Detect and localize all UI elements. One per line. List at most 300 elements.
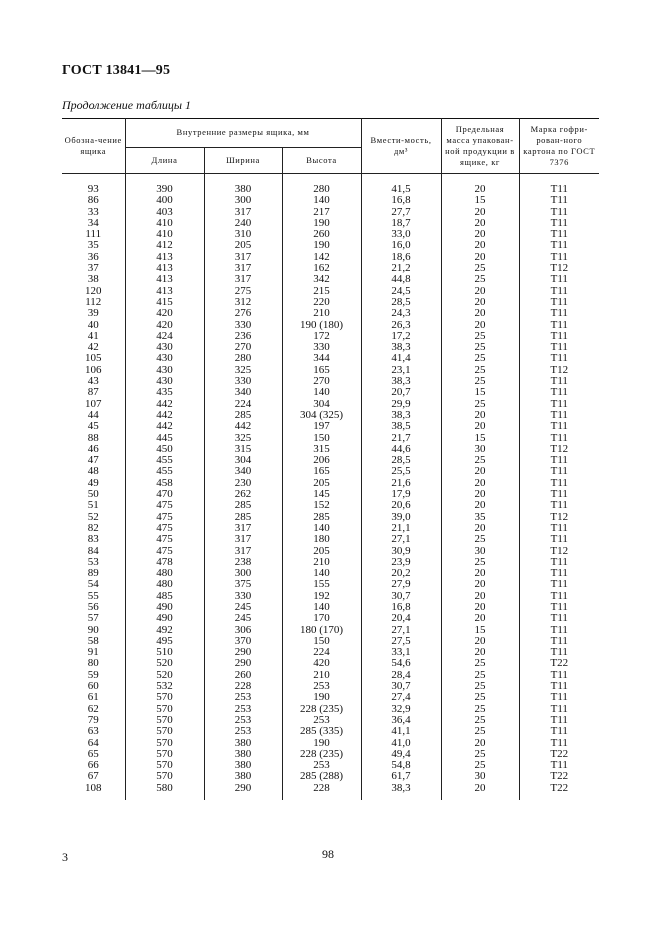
cell-board-grade: Т11 (519, 252, 599, 263)
cell-max-mass: 20 (441, 320, 519, 331)
cell-length: 403 (125, 207, 204, 218)
cell-width: 304 (204, 455, 282, 466)
cell-capacity: 32,9 (361, 704, 441, 715)
cell-capacity: 54,6 (361, 658, 441, 669)
cell-length: 435 (125, 387, 204, 398)
table-row (62, 229, 599, 240)
cell-max-mass: 20 (441, 207, 519, 218)
cell-length: 420 (125, 320, 204, 331)
cell-board-grade: Т11 (519, 681, 599, 692)
cell-capacity: 28,5 (361, 297, 441, 308)
cell-designation: 49 (87, 476, 99, 489)
cell-board-grade: Т11 (519, 602, 599, 613)
cell-width: 285 (204, 512, 282, 523)
cell-max-mass: 20 (441, 647, 519, 658)
table-row (62, 534, 599, 545)
cell-designation: 35 (87, 239, 99, 252)
cell-height: 162 (282, 263, 361, 274)
cell-height: 140 (282, 523, 361, 534)
cell-capacity: 41,5 (361, 184, 441, 195)
header-board-grade: Марка гофри-рован-ного картона по ГОСТ 7376 (519, 118, 599, 174)
cell-max-mass: 25 (441, 399, 519, 410)
table-body (62, 174, 599, 801)
cell-width: 253 (204, 704, 282, 715)
cell-max-mass: 20 (441, 297, 519, 308)
cell-max-mass: 25 (441, 263, 519, 274)
cell-capacity: 23,1 (361, 365, 441, 376)
cell-board-grade: Т22 (519, 658, 599, 669)
cell-height: 140 (282, 387, 361, 398)
cell-height: 253 (282, 681, 361, 692)
cell-designation: 86 (87, 194, 99, 207)
cell-max-mass: 30 (441, 546, 519, 557)
cell-max-mass: 20 (441, 591, 519, 602)
table-row (62, 353, 599, 364)
cell-height: 192 (282, 591, 361, 602)
cell-designation: 93 (87, 183, 99, 195)
cell-board-grade: Т11 (519, 500, 599, 511)
cell-length: 430 (125, 365, 204, 376)
cell-capacity: 33,0 (361, 229, 441, 240)
cell-board-grade: Т12 (519, 546, 599, 557)
cell-width: 275 (204, 286, 282, 297)
cell-width: 330 (204, 591, 282, 602)
header-length: Длина (125, 148, 204, 174)
table-row (62, 523, 599, 534)
cell-board-grade: Т11 (519, 342, 599, 353)
cell-length: 458 (125, 478, 204, 489)
cell-max-mass: 20 (441, 613, 519, 624)
cell-designation: 91 (87, 646, 99, 659)
cell-designation: 57 (87, 612, 99, 625)
cell-max-mass: 20 (441, 466, 519, 477)
cell-width: 306 (204, 625, 282, 636)
cell-max-mass: 30 (441, 444, 519, 455)
cell-max-mass: 20 (441, 489, 519, 500)
cell-board-grade: Т11 (519, 353, 599, 364)
cell-length: 430 (125, 353, 204, 364)
cell-designation: 107 (85, 397, 102, 410)
table-row (62, 252, 599, 263)
cell-width: 315 (204, 444, 282, 455)
cell-max-mass: 30 (441, 771, 519, 782)
cell-capacity: 49,4 (361, 749, 441, 760)
cell-capacity: 27,7 (361, 207, 441, 218)
table-row (62, 466, 599, 477)
cell-width: 224 (204, 399, 282, 410)
cell-max-mass: 25 (441, 704, 519, 715)
table-row (62, 297, 599, 308)
cell-length: 570 (125, 692, 204, 703)
cell-capacity: 33,1 (361, 647, 441, 658)
cell-max-mass: 25 (441, 760, 519, 771)
cell-max-mass: 25 (441, 376, 519, 387)
cell-board-grade: Т11 (519, 399, 599, 410)
cell-height: 315 (282, 444, 361, 455)
cell-designation: 55 (87, 589, 99, 602)
cell-designation: 46 (87, 442, 99, 455)
cell-max-mass: 15 (441, 387, 519, 398)
cell-height: 260 (282, 229, 361, 240)
cell-capacity: 39,0 (361, 512, 441, 523)
cell-designation: 59 (87, 668, 99, 681)
cell-width: 325 (204, 365, 282, 376)
cell-height: 190 (282, 218, 361, 229)
cell-capacity: 18,7 (361, 218, 441, 229)
cell-board-grade: Т11 (519, 331, 599, 342)
cell-designation: 120 (85, 284, 102, 297)
cell-height: 285 (282, 512, 361, 523)
cell-height: 224 (282, 647, 361, 658)
cell-board-grade: Т11 (519, 297, 599, 308)
table-row (62, 489, 599, 500)
cell-capacity: 38,3 (361, 783, 441, 794)
cell-width: 245 (204, 613, 282, 624)
cell-max-mass: 20 (441, 602, 519, 613)
cell-length: 485 (125, 591, 204, 602)
cell-height: 253 (282, 715, 361, 726)
cell-max-mass: 20 (441, 308, 519, 319)
cell-length: 430 (125, 376, 204, 387)
cell-length: 390 (125, 184, 204, 195)
cell-length: 495 (125, 636, 204, 647)
cell-capacity: 38,5 (361, 421, 441, 432)
cell-length: 455 (125, 455, 204, 466)
cell-designation: 66 (87, 759, 99, 772)
cell-width: 290 (204, 783, 282, 794)
cell-board-grade: Т11 (519, 613, 599, 624)
cell-height: 155 (282, 579, 361, 590)
cell-width: 370 (204, 636, 282, 647)
cell-capacity: 27,1 (361, 625, 441, 636)
cell-length: 570 (125, 749, 204, 760)
table-row (62, 444, 599, 455)
cell-board-grade: Т11 (519, 421, 599, 432)
cell-capacity: 61,7 (361, 771, 441, 782)
cell-max-mass: 20 (441, 252, 519, 263)
cell-board-grade: Т11 (519, 195, 599, 206)
cell-height: 145 (282, 489, 361, 500)
cell-capacity: 29,9 (361, 399, 441, 410)
cell-width: 340 (204, 387, 282, 398)
cell-capacity: 27,5 (361, 636, 441, 647)
cell-width: 253 (204, 726, 282, 737)
table-row (62, 376, 599, 387)
cell-capacity: 41,4 (361, 353, 441, 364)
cell-max-mass: 15 (441, 625, 519, 636)
cell-length: 420 (125, 308, 204, 319)
table-row (62, 512, 599, 523)
cell-capacity: 28,4 (361, 670, 441, 681)
cell-max-mass: 20 (441, 184, 519, 195)
cell-board-grade: Т11 (519, 478, 599, 489)
cell-width: 317 (204, 207, 282, 218)
cell-designation: 87 (87, 386, 99, 399)
cell-capacity: 28,5 (361, 455, 441, 466)
cell-width: 340 (204, 466, 282, 477)
cell-capacity: 27,1 (361, 534, 441, 545)
cell-designation: 108 (85, 781, 102, 794)
table-row (62, 331, 599, 342)
cell-height: 165 (282, 365, 361, 376)
cell-designation: 80 (87, 657, 99, 670)
cell-width: 375 (204, 579, 282, 590)
cell-board-grade: Т11 (519, 376, 599, 387)
table-row (62, 647, 599, 658)
cell-designation: 112 (85, 295, 102, 308)
cell-capacity: 38,3 (361, 342, 441, 353)
cell-board-grade: Т11 (519, 591, 599, 602)
cell-board-grade: Т11 (519, 534, 599, 545)
cell-height: 180 (170) (282, 625, 361, 636)
cell-board-grade: Т12 (519, 263, 599, 274)
cell-length: 480 (125, 579, 204, 590)
document-title: ГОСТ 13841—95 (62, 63, 171, 78)
cell-capacity: 23,9 (361, 557, 441, 568)
cell-width: 285 (204, 410, 282, 421)
cell-max-mass: 20 (441, 229, 519, 240)
cell-length: 413 (125, 274, 204, 285)
cell-capacity: 20,2 (361, 568, 441, 579)
cell-height: 190 (282, 738, 361, 749)
cell-height: 217 (282, 207, 361, 218)
cell-length: 570 (125, 760, 204, 771)
cell-capacity: 24,5 (361, 286, 441, 297)
cell-height: 197 (282, 421, 361, 432)
cell-width: 253 (204, 715, 282, 726)
header-capacity: Вмести-мость, дм³ (361, 118, 441, 174)
cell-designation: 47 (87, 454, 99, 467)
cell-length: 475 (125, 512, 204, 523)
cell-height: 228 (282, 783, 361, 794)
cell-max-mass: 15 (441, 433, 519, 444)
cell-designation: 79 (87, 713, 99, 726)
cell-max-mass: 25 (441, 342, 519, 353)
cell-board-grade: Т11 (519, 670, 599, 681)
cell-length: 475 (125, 523, 204, 534)
cell-height: 228 (235) (282, 704, 361, 715)
table-row (62, 704, 599, 715)
cell-max-mass: 25 (441, 658, 519, 669)
cell-board-grade: Т12 (519, 444, 599, 455)
cell-length: 490 (125, 613, 204, 624)
page-number: 98 (322, 847, 334, 861)
table-row (62, 184, 599, 195)
cell-capacity: 26,3 (361, 320, 441, 331)
cell-capacity: 20,7 (361, 387, 441, 398)
cell-height: 180 (282, 534, 361, 545)
cell-max-mass: 20 (441, 738, 519, 749)
cell-capacity: 44,8 (361, 274, 441, 285)
table-caption: Продолжение таблицы 1 (62, 98, 192, 112)
cell-max-mass: 20 (441, 523, 519, 534)
table-row (62, 557, 599, 568)
table-row (62, 591, 599, 602)
table-row (62, 455, 599, 466)
cell-capacity: 54,8 (361, 760, 441, 771)
cell-max-mass: 25 (441, 749, 519, 760)
cell-board-grade: Т22 (519, 749, 599, 760)
cell-length: 520 (125, 670, 204, 681)
cell-max-mass: 20 (441, 579, 519, 590)
cell-height: 280 (282, 184, 361, 195)
cell-height: 190 (282, 240, 361, 251)
cell-max-mass: 20 (441, 410, 519, 421)
cell-board-grade: Т11 (519, 579, 599, 590)
cell-width: 300 (204, 195, 282, 206)
cell-length: 413 (125, 286, 204, 297)
cell-capacity: 30,9 (361, 546, 441, 557)
cell-capacity: 17,2 (361, 331, 441, 342)
table-row (62, 579, 599, 590)
cell-designation: 50 (87, 488, 99, 501)
cell-height: 210 (282, 670, 361, 681)
cell-width: 253 (204, 692, 282, 703)
cell-designation: 89 (87, 567, 99, 580)
cell-width: 380 (204, 738, 282, 749)
header-designation: Обозна-чение ящика (62, 118, 125, 174)
cell-length: 490 (125, 602, 204, 613)
table-row (62, 240, 599, 251)
cell-board-grade: Т11 (519, 320, 599, 331)
cell-designation: 111 (85, 228, 102, 241)
cell-capacity: 36,4 (361, 715, 441, 726)
cell-designation: 65 (87, 747, 99, 760)
cell-length: 570 (125, 715, 204, 726)
cell-designation: 40 (87, 318, 99, 331)
cell-max-mass: 25 (441, 715, 519, 726)
cell-height: 190 (282, 692, 361, 703)
cell-designation: 52 (87, 510, 99, 523)
cell-board-grade: Т11 (519, 760, 599, 771)
cell-board-grade: Т11 (519, 433, 599, 444)
cell-height: 206 (282, 455, 361, 466)
cell-board-grade: Т11 (519, 636, 599, 647)
cell-designation: 82 (87, 521, 99, 534)
cell-width: 317 (204, 523, 282, 534)
cell-capacity: 38,3 (361, 376, 441, 387)
table-row (62, 308, 599, 319)
table-row (62, 636, 599, 647)
cell-board-grade: Т11 (519, 647, 599, 658)
table-row (62, 500, 599, 511)
cell-length: 413 (125, 252, 204, 263)
cell-max-mass: 25 (441, 681, 519, 692)
cell-max-mass: 25 (441, 353, 519, 364)
cell-length: 520 (125, 658, 204, 669)
table-spacer-row (62, 174, 599, 185)
cell-width: 380 (204, 749, 282, 760)
cell-max-mass: 20 (441, 500, 519, 511)
cell-width: 238 (204, 557, 282, 568)
cell-capacity: 20,6 (361, 500, 441, 511)
cell-designation: 61 (87, 691, 99, 704)
cell-height: 210 (282, 308, 361, 319)
cell-height: 304 (282, 399, 361, 410)
table-row (62, 274, 599, 285)
cell-designation: 38 (87, 273, 99, 286)
cell-width: 270 (204, 342, 282, 353)
cell-designation: 60 (87, 680, 99, 693)
cell-width: 245 (204, 602, 282, 613)
cell-max-mass: 20 (441, 240, 519, 251)
table-row (62, 783, 599, 794)
cell-height: 140 (282, 602, 361, 613)
cell-width: 317 (204, 252, 282, 263)
cell-board-grade: Т11 (519, 466, 599, 477)
cell-capacity: 27,9 (361, 579, 441, 590)
cell-capacity: 20,4 (361, 613, 441, 624)
cell-width: 317 (204, 263, 282, 274)
cell-board-grade: Т11 (519, 726, 599, 737)
cell-designation: 48 (87, 465, 99, 478)
cell-board-grade: Т11 (519, 557, 599, 568)
cell-length: 492 (125, 625, 204, 636)
header-max-mass: Предельная масса упакован-ной продукции в ящике, кг (441, 118, 519, 174)
cell-designation: 84 (87, 544, 99, 557)
cell-designation: 43 (87, 375, 99, 388)
cell-board-grade: Т11 (519, 692, 599, 703)
cell-designation: 51 (87, 499, 99, 512)
cell-designation: 45 (87, 420, 99, 433)
table-row (62, 433, 599, 444)
cell-board-grade: Т11 (519, 218, 599, 229)
cell-length: 480 (125, 568, 204, 579)
cell-designation: 37 (87, 262, 99, 275)
cell-max-mass: 20 (441, 636, 519, 647)
cell-length: 510 (125, 647, 204, 658)
cell-height: 165 (282, 466, 361, 477)
table-row (62, 387, 599, 398)
cell-width: 285 (204, 500, 282, 511)
cell-board-grade: Т22 (519, 771, 599, 782)
cell-width: 330 (204, 376, 282, 387)
cell-max-mass: 25 (441, 534, 519, 545)
cell-length: 430 (125, 342, 204, 353)
cell-length: 475 (125, 534, 204, 545)
cell-max-mass: 25 (441, 692, 519, 703)
table-row (62, 342, 599, 353)
cell-width: 276 (204, 308, 282, 319)
cell-board-grade: Т22 (519, 783, 599, 794)
cell-board-grade: Т11 (519, 704, 599, 715)
cell-designation: 42 (87, 341, 99, 354)
cell-capacity: 30,7 (361, 681, 441, 692)
cell-board-grade: Т11 (519, 715, 599, 726)
cell-length: 475 (125, 546, 204, 557)
table-row (62, 263, 599, 274)
cell-length: 413 (125, 263, 204, 274)
cell-height: 210 (282, 557, 361, 568)
cell-designation: 33 (87, 205, 99, 218)
cell-length: 580 (125, 783, 204, 794)
cell-max-mass: 25 (441, 726, 519, 737)
cell-length: 478 (125, 557, 204, 568)
cell-width: 380 (204, 760, 282, 771)
cell-designation: 44 (87, 408, 99, 421)
table-row (62, 546, 599, 557)
cell-length: 442 (125, 421, 204, 432)
cell-height: 205 (282, 478, 361, 489)
cell-length: 455 (125, 466, 204, 477)
cell-length: 412 (125, 240, 204, 251)
cell-height: 190 (180) (282, 320, 361, 331)
cell-board-grade: Т11 (519, 625, 599, 636)
cell-board-grade: Т11 (519, 387, 599, 398)
cell-designation: 34 (87, 216, 99, 229)
cell-capacity: 18,6 (361, 252, 441, 263)
cell-length: 570 (125, 771, 204, 782)
